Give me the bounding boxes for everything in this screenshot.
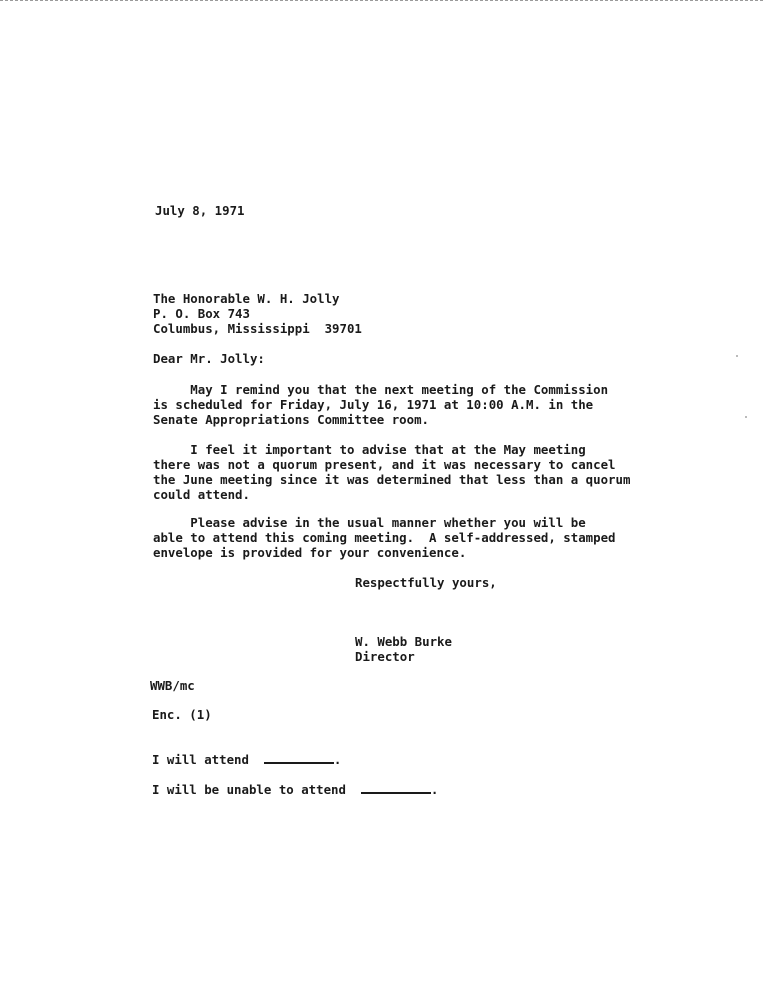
reply-unable-blank (361, 783, 431, 794)
paragraph-2-line-4: could attend. (153, 487, 250, 502)
typist-initials: WWB/mc (150, 678, 195, 693)
paragraph-2-line-2: there was not a quorum present, and it was necessary to cancel (153, 457, 616, 472)
paragraph-3-line-2: able to attend this coming meeting. A self-addressed, stamped (153, 530, 616, 545)
paragraph-2-line-3: the June meeting since it was determined that less than a quorum (153, 472, 631, 487)
paragraph-2-line-1: I feel it important to advise that at the May meeting (153, 442, 586, 457)
enclosure-notation: Enc. (1) (152, 707, 212, 722)
paragraph-1-line-1: May I remind you that the next meeting of the Commission (153, 382, 609, 397)
paragraph-1-line-2: is scheduled for Friday, July 16, 1971 at 10:00 A.M. in the (153, 397, 594, 412)
paragraph-3-line-3: envelope is provided for your convenience. (153, 545, 467, 560)
reply-unable-label: I will be unable to attend (152, 782, 346, 797)
reply-unable-period: . (430, 782, 439, 797)
address-line-box: P. O. Box 743 (153, 306, 250, 321)
address-line-name: The Honorable W. H. Jolly (153, 291, 340, 306)
page-top-border (0, 0, 763, 1)
reply-attend-label: I will attend (152, 752, 249, 767)
signer-name: W. Webb Burke (355, 634, 452, 649)
reply-unable-line (152, 783, 438, 797)
scan-speck (736, 355, 738, 357)
reply-attend-blank (264, 753, 334, 764)
complimentary-close: Respectfully yours, (355, 575, 497, 590)
salutation: Dear Mr. Jolly: (153, 351, 265, 366)
reply-attend-period: . (333, 752, 342, 767)
scan-speck (745, 416, 747, 418)
address-line-city: Columbus, Mississippi 39701 (153, 321, 362, 336)
paragraph-1-line-3: Senate Appropriations Committee room. (153, 412, 430, 427)
signer-title: Director (355, 649, 415, 664)
letter-date: July 8, 1971 (155, 203, 245, 218)
reply-attend-line (152, 753, 341, 767)
paragraph-3-line-1: Please advise in the usual manner whether you will be (153, 515, 586, 530)
